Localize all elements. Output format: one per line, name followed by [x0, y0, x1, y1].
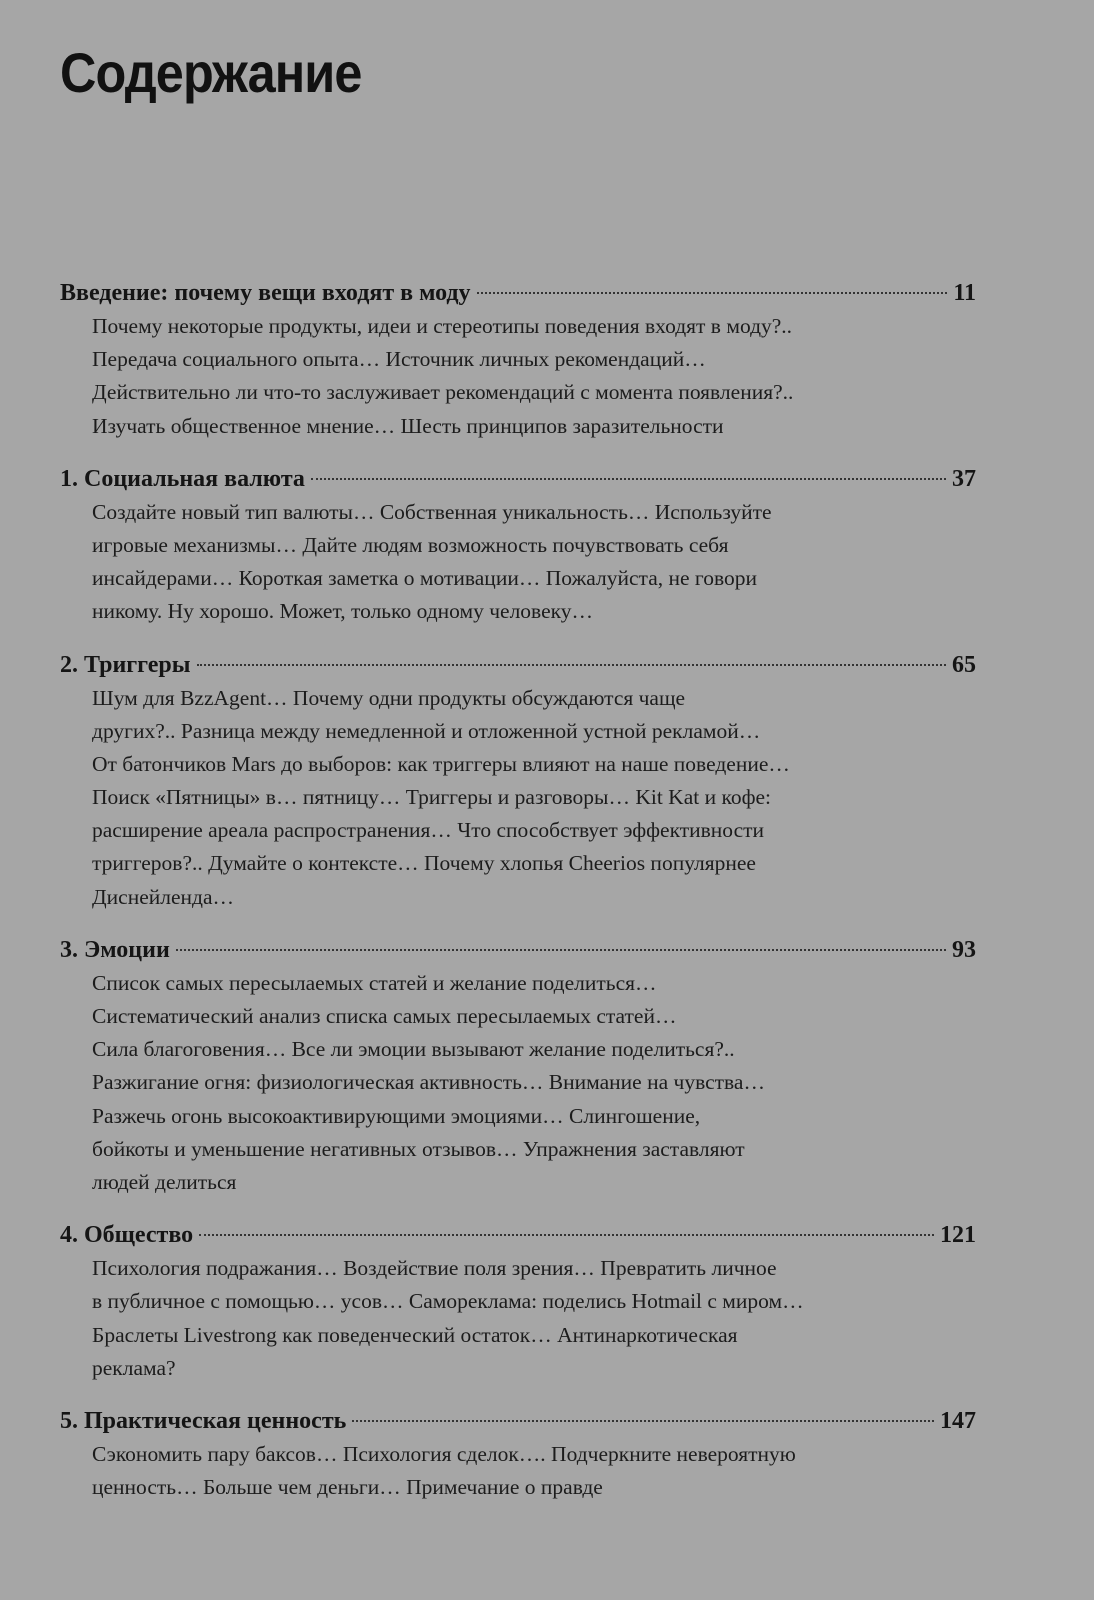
- toc-subtopic-line: инсайдерами… Короткая заметка о мотивации… Пожалуйста, не говори: [92, 566, 757, 591]
- toc-subtopic-line: Диснейленда…: [92, 884, 235, 909]
- toc-subtopic-line: Создайте новый тип валюты… Собственная уникальность… Используйте: [92, 499, 772, 524]
- toc-subtopics: [60, 1438, 976, 1504]
- toc-subtopics: [60, 967, 976, 1199]
- toc-subtopic-line: Разжигание огня: физиологическая активность… Внимание на чувства…: [92, 1070, 765, 1095]
- toc-page-number: 147: [940, 1407, 976, 1434]
- toc-subtopics: [60, 682, 976, 914]
- toc-subtopic-line: других?.. Разница между немедленной и отложенной устной рекламой…: [92, 718, 761, 743]
- toc-subtopic-line: Действительно ли что-то заслуживает рекомендаций с момента появления?..: [92, 380, 794, 405]
- toc-entry: [60, 462, 976, 629]
- toc-subtopic-line: в публичное с помощью… усов… Самореклама: поделись Hotmail с миром…: [92, 1289, 804, 1314]
- toc-chapter-title: 2. Триггеры: [60, 651, 191, 678]
- toc-entry: [60, 933, 976, 1199]
- toc-entry: [60, 1404, 976, 1504]
- toc-entry: [60, 1218, 976, 1385]
- toc-chapter-title: Введение: почему вещи входят в моду: [60, 280, 471, 306]
- toc-chapter-title: 1. Социальная валюта: [60, 465, 305, 492]
- toc-subtopic-line: ценность… Больше чем деньги… Примечание о правде: [92, 1475, 603, 1500]
- toc-subtopic-line: никому. Ну хорошо. Может, только одному человеку…: [92, 599, 594, 624]
- toc-entry: [60, 648, 976, 914]
- toc-subtopic-line: людей делиться: [92, 1169, 237, 1194]
- dot-leader: [477, 292, 948, 294]
- toc-subtopic-line: Почему некоторые продукты, идеи и стереотипы поведения входят в моду?..: [92, 314, 793, 338]
- dot-leader: [352, 1420, 934, 1422]
- page-title: Содержание: [60, 41, 362, 104]
- dot-leader: [199, 1234, 934, 1236]
- toc-subtopic-line: игровые механизмы… Дайте людям возможность почувствовать себя: [92, 532, 729, 557]
- toc-subtopic-line: Передача социального опыта… Источник личных рекомендаций…: [92, 347, 706, 372]
- toc-subtopic-line: бойкоты и уменьшение негативных отзывов… Упражнения заставляют: [92, 1136, 745, 1161]
- toc-subtopic-line: Систематический анализ списка самых пересылаемых статей…: [92, 1004, 677, 1028]
- toc-subtopic-line: расширение ареала распространения… Что способствует эффективности: [92, 818, 765, 843]
- dot-leader: [176, 949, 946, 951]
- toc-subtopic-line: Изучать общественное мнение… Шесть принципов заразительности: [92, 413, 724, 438]
- toc-chapter-heading[interactable]: [60, 648, 976, 682]
- table-of-contents: [60, 276, 976, 1523]
- toc-subtopic-line: Психология подражания… Воздействие поля зрения… Превратить личное: [92, 1256, 777, 1281]
- toc-subtopic-line: реклама?: [92, 1355, 176, 1380]
- toc-subtopics: [60, 1252, 976, 1385]
- toc-chapter-heading[interactable]: [60, 1218, 976, 1252]
- dot-leader: [311, 478, 946, 480]
- toc-chapter-heading[interactable]: [60, 462, 976, 496]
- toc-page-number: 11: [953, 280, 976, 306]
- toc-subtopics: [60, 496, 976, 629]
- toc-chapter-title: 4. Общество: [60, 1222, 194, 1249]
- toc-chapter-heading[interactable]: [60, 933, 976, 967]
- toc-subtopic-line: Поиск «Пятницы» в… пятницу… Триггеры и разговоры… Kit Kat и кофе:: [92, 785, 772, 810]
- toc-subtopics: [60, 310, 976, 443]
- toc-page-number: 93: [952, 936, 976, 963]
- toc-subtopic-line: От батончиков Mars до выборов: как триггеры влияют на наше поведение…: [92, 751, 790, 776]
- toc-subtopic-line: триггеров?.. Думайте о контексте… Почему хлопья Cheerios популярнее: [92, 851, 756, 876]
- toc-subtopic-line: Сила благоговения… Все ли эмоции вызывают желание поделиться?..: [92, 1037, 735, 1062]
- toc-chapter-title: 5. Практическая ценность: [60, 1407, 347, 1434]
- toc-page-number: 37: [952, 465, 976, 492]
- toc-subtopic-line: Разжечь огонь высокоактивирующими эмоциями… Слингошение,: [92, 1103, 701, 1128]
- toc-subtopic-line: Шум для BzzAgent… Почему одни продукты обсуждаются чаще: [92, 685, 686, 710]
- toc-subtopic-line: Сэкономить пару баксов… Психология сделок…. Подчеркните невероятную: [92, 1441, 796, 1466]
- toc-subtopic-line: Браслеты Livestrong как поведенческий остаток… Антинаркотическая: [92, 1322, 738, 1347]
- toc-page-number: 121: [940, 1222, 976, 1249]
- dot-leader: [197, 664, 947, 666]
- toc-entry: [60, 276, 976, 443]
- toc-chapter-title: 3. Эмоции: [60, 936, 170, 963]
- toc-chapter-heading[interactable]: [60, 1404, 976, 1438]
- toc-subtopic-line: Список самых пересылаемых статей и желание поделиться…: [92, 970, 657, 995]
- toc-chapter-heading[interactable]: [60, 276, 976, 310]
- toc-page-number: 65: [952, 651, 976, 678]
